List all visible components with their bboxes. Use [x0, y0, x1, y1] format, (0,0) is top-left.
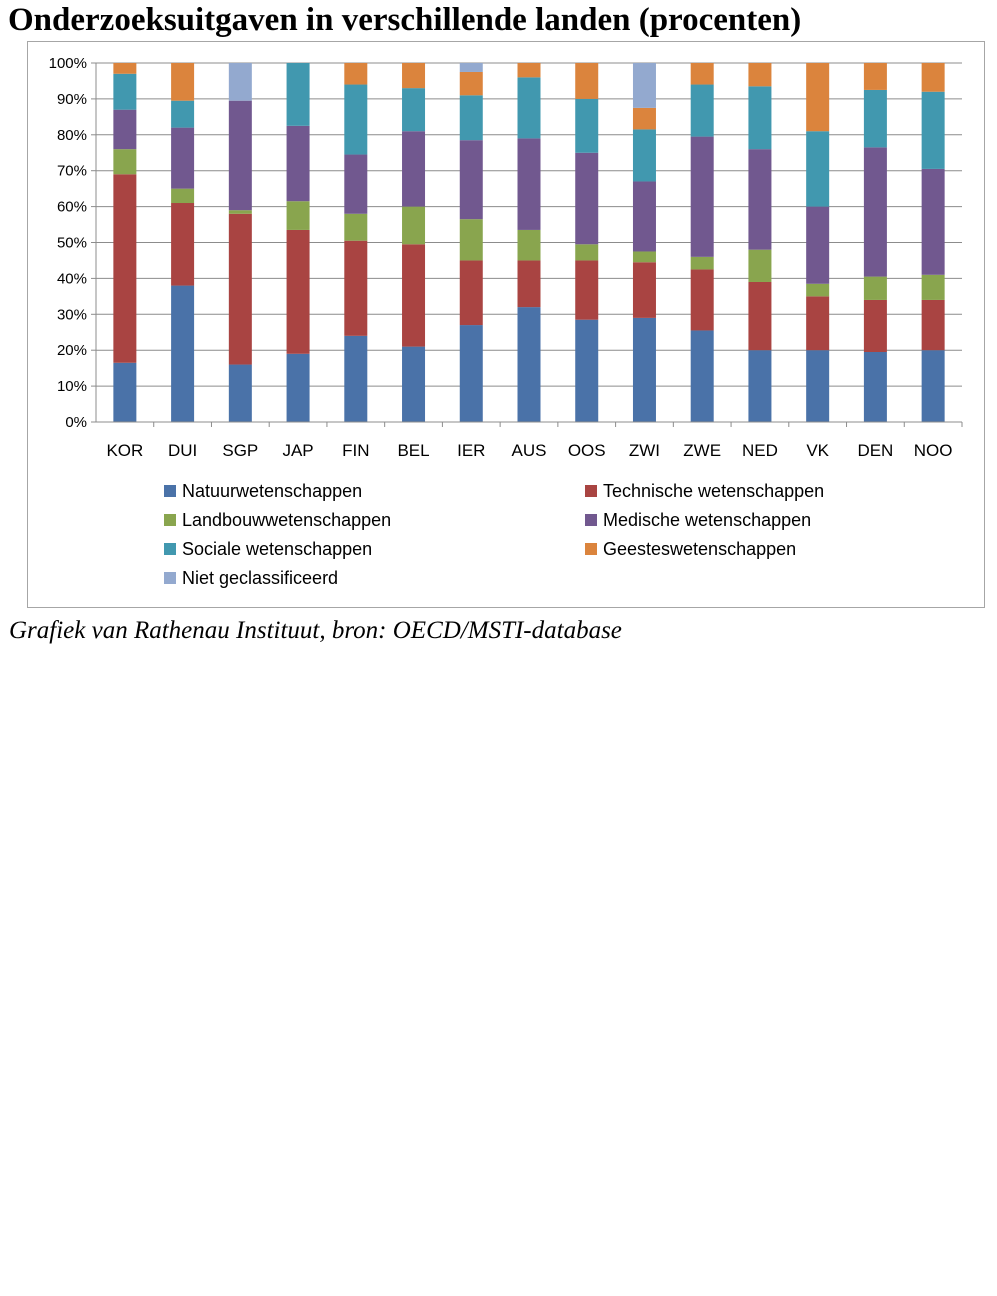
bar-segment-aus-4: [518, 77, 541, 138]
bar-segment-dui-5: [171, 63, 194, 101]
bar-segment-jap-1: [287, 230, 310, 354]
legend-swatch-1: [585, 485, 597, 497]
bar-segment-bel-5: [402, 63, 425, 88]
x-tick-label: SGP: [222, 441, 259, 460]
bar-segment-zwi-6: [633, 63, 656, 108]
bar-segment-zwi-3: [633, 181, 656, 251]
bar-segment-noo-5: [922, 63, 945, 92]
bar-segment-ier-4: [460, 95, 483, 140]
bar-segment-vk-4: [806, 131, 829, 206]
bar-segment-ned-1: [748, 282, 771, 350]
bar-segment-ier-1: [460, 260, 483, 325]
x-tick-label: NOO: [913, 441, 953, 460]
stacked-bar-chart: [28, 42, 984, 607]
x-tick-label: IER: [457, 441, 486, 460]
bar-segment-vk-1: [806, 296, 829, 350]
x-tick-label: VK: [806, 441, 830, 460]
bar-segment-sgp-2: [229, 210, 252, 214]
bar-segment-aus-1: [518, 260, 541, 307]
legend-swatch-6: [164, 572, 176, 584]
bar-segment-kor-3: [113, 110, 136, 149]
legend-label-4: Sociale wetenschappen: [182, 539, 373, 559]
bar-segment-den-2: [864, 277, 887, 300]
bar-segment-ier-2: [460, 219, 483, 260]
bar-segment-aus-2: [518, 230, 541, 261]
bar-segment-kor-0: [113, 363, 136, 422]
bar-segment-kor-4: [113, 74, 136, 110]
bar-segment-oos-3: [575, 153, 598, 245]
x-tick-label: KOR: [106, 441, 144, 460]
legend-swatch-4: [164, 543, 176, 555]
legend-label-0: Natuurwetenschappen: [182, 481, 363, 501]
bar-segment-bel-1: [402, 244, 425, 346]
y-tick-label: 100%: [48, 55, 87, 72]
bars: [113, 63, 944, 422]
x-tick-label: OOS: [567, 441, 606, 460]
bar-segment-ned-0: [748, 350, 771, 422]
bar-segment-den-3: [864, 147, 887, 276]
bar-segment-fin-2: [344, 214, 367, 241]
bar-segment-ier-0: [460, 325, 483, 422]
bar-segment-ned-5: [748, 63, 771, 86]
bar-segment-fin-4: [344, 85, 367, 155]
y-tick-label: 70%: [56, 162, 87, 180]
y-tick-label: 50%: [56, 234, 87, 252]
x-tick-label: FIN: [342, 441, 370, 460]
legend-label-2: Landbouwwetenschappen: [182, 510, 392, 530]
bar-segment-oos-4: [575, 99, 598, 153]
bar-segment-den-0: [864, 352, 887, 422]
bar-segment-ier-5: [460, 72, 483, 95]
y-tick-label: 0%: [65, 414, 87, 431]
bar-segment-bel-2: [402, 207, 425, 245]
bar-segment-noo-0: [922, 350, 945, 422]
bar-segment-zwe-1: [691, 269, 714, 330]
bar-segment-jap-4: [287, 63, 310, 126]
bar-segment-vk-3: [806, 207, 829, 284]
bar-segment-aus-5: [518, 63, 541, 77]
bar-segment-zwi-1: [633, 262, 656, 318]
bar-segment-fin-3: [344, 155, 367, 214]
y-tick-label: 30%: [56, 306, 87, 324]
legend-label-1: Technische wetenschappen: [603, 481, 825, 501]
legend-label-5: Geesteswetenschappen: [603, 539, 797, 559]
bar-segment-dui-1: [171, 203, 194, 286]
bar-segment-zwe-2: [691, 257, 714, 270]
bar-segment-zwe-5: [691, 63, 714, 85]
bar-segment-zwi-2: [633, 251, 656, 262]
bar-segment-den-4: [864, 90, 887, 147]
bar-segment-jap-0: [287, 354, 310, 422]
legend-label-6: Niet geclassificeerd: [182, 568, 339, 588]
bar-segment-oos-1: [575, 260, 598, 319]
bar-segment-vk-5: [806, 63, 829, 131]
bar-segment-jap-2: [287, 201, 310, 230]
bar-segment-sgp-3: [229, 101, 252, 210]
bar-segment-ier-3: [460, 140, 483, 219]
legend-swatch-3: [585, 514, 597, 526]
bar-segment-aus-0: [518, 307, 541, 422]
x-tick-label: DUI: [167, 441, 198, 460]
x-tick-label: JAP: [282, 441, 314, 460]
legend-label-3: Medische wetenschappen: [603, 510, 812, 530]
bar-segment-zwe-0: [691, 330, 714, 422]
x-tick-label: DEN: [857, 441, 894, 460]
bar-segment-oos-2: [575, 244, 598, 260]
x-tick-label: NED: [741, 441, 778, 460]
source-caption: Grafiek van Rathenau Instituut, bron: OECD/MSTI-database: [9, 617, 622, 644]
y-tick-label: 80%: [56, 126, 87, 144]
y-tick-label: 20%: [56, 342, 87, 360]
page-title: Onderzoeksuitgaven in verschillende landen (procenten): [8, 2, 802, 38]
bar-segment-bel-3: [402, 131, 425, 206]
bar-segment-fin-0: [344, 336, 367, 422]
legend: [164, 481, 824, 588]
bar-segment-jap-3: [287, 126, 310, 201]
bar-segment-sgp-6: [229, 63, 252, 101]
bar-segment-bel-4: [402, 88, 425, 131]
bar-segment-kor-1: [113, 174, 136, 362]
bar-segment-zwi-5: [633, 108, 656, 130]
chart-frame: [27, 41, 985, 608]
bar-segment-ned-4: [748, 86, 771, 149]
x-tick-label: ZWE: [683, 441, 722, 460]
bar-segment-zwe-3: [691, 137, 714, 257]
bar-segment-zwi-4: [633, 129, 656, 181]
legend-swatch-2: [164, 514, 176, 526]
y-tick-label: 90%: [56, 90, 87, 108]
y-tick-label: 10%: [56, 378, 87, 396]
legend-swatch-0: [164, 485, 176, 497]
bar-segment-den-1: [864, 300, 887, 352]
bar-segment-fin-1: [344, 241, 367, 336]
bar-segment-noo-4: [922, 92, 945, 169]
bar-segment-kor-5: [113, 63, 136, 74]
bar-segment-zwi-0: [633, 318, 656, 422]
y-tick-label: 40%: [56, 270, 87, 288]
bar-segment-kor-2: [113, 149, 136, 174]
x-tick-label: ZWI: [628, 441, 661, 460]
bar-segment-ier-6: [460, 63, 483, 72]
bar-segment-noo-2: [922, 275, 945, 300]
bar-segment-oos-0: [575, 320, 598, 422]
x-tick-label: AUS: [511, 441, 547, 460]
x-tick-label: BEL: [397, 441, 430, 460]
bar-segment-vk-2: [806, 284, 829, 297]
bar-segment-bel-0: [402, 347, 425, 422]
bar-segment-ned-3: [748, 149, 771, 250]
bar-segment-noo-3: [922, 169, 945, 275]
bar-segment-dui-3: [171, 128, 194, 189]
y-tick-label: 60%: [56, 198, 87, 216]
bar-segment-zwe-4: [691, 85, 714, 137]
bar-segment-sgp-1: [229, 214, 252, 365]
bar-segment-den-5: [864, 63, 887, 90]
bar-segment-vk-0: [806, 350, 829, 422]
bar-segment-dui-2: [171, 189, 194, 203]
bar-segment-aus-3: [518, 138, 541, 230]
legend-swatch-5: [585, 543, 597, 555]
bar-segment-oos-5: [575, 63, 598, 99]
bar-segment-ned-2: [748, 250, 771, 282]
bar-segment-sgp-0: [229, 365, 252, 422]
bar-segment-dui-4: [171, 101, 194, 128]
bar-segment-dui-0: [171, 286, 194, 422]
bar-segment-fin-5: [344, 63, 367, 85]
bar-segment-noo-1: [922, 300, 945, 350]
